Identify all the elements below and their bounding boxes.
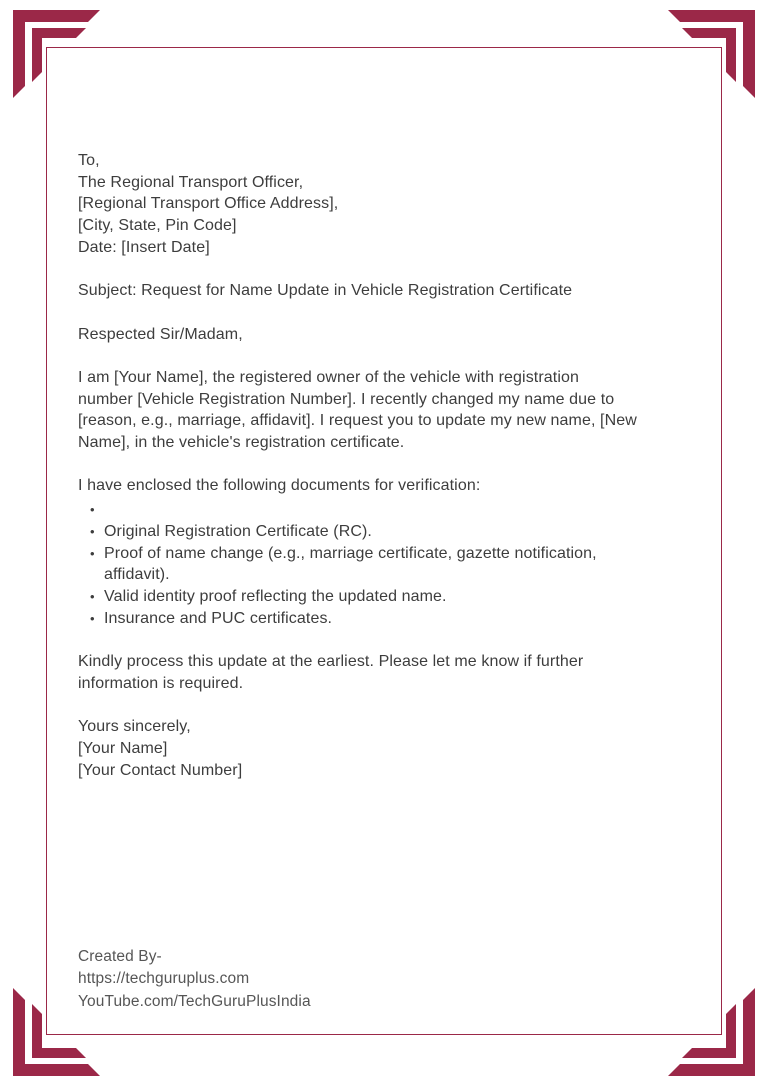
list-item-text: Original Registration Certificate (RC). — [104, 522, 372, 540]
paragraph-line: information is required. — [78, 674, 244, 692]
enclosure-intro-text: I have enclosed the following documents for verification: — [78, 477, 481, 495]
corner-chevron-inner — [682, 28, 736, 82]
corner-ornament-top-right-icon — [658, 0, 768, 110]
signoff-line: Yours sincerely, — [78, 718, 191, 736]
closing-paragraph — [78, 651, 684, 694]
list-item — [90, 521, 684, 543]
paragraph-line: [reason, e.g., marriage, affidavit]. I request you to update my new name, [New — [78, 412, 637, 430]
corner-chevron-inner — [682, 1004, 736, 1058]
footer-website-url: https://techguruplus.com — [78, 970, 250, 988]
list-item-text: Insurance and PUC certificates. — [104, 609, 333, 627]
corner-chevron-outer — [668, 10, 755, 98]
list-item-text — [104, 499, 684, 521]
list-item — [90, 499, 684, 521]
date-line: Date: [Insert Date] — [78, 238, 210, 256]
list-item-text: affidavit). — [104, 566, 170, 584]
signoff-line: [Your Name] — [78, 739, 168, 757]
corner-ornament-top-left-icon — [0, 0, 110, 110]
enclosure-intro — [78, 475, 684, 497]
enclosure-list — [78, 499, 684, 629]
signoff-line: [Your Contact Number] — [78, 761, 243, 779]
footer-created-by: Created By- — [78, 948, 162, 965]
bullet-icon: • — [90, 610, 95, 626]
list-item — [90, 608, 684, 630]
paragraph-line: Name], in the vehicle's registration certificate. — [78, 434, 405, 452]
bullet-icon: • — [90, 523, 95, 539]
list-item — [90, 543, 684, 586]
recipient-line: [Regional Transport Office Address], — [78, 195, 339, 213]
recipient-line: To, — [78, 152, 100, 169]
footer-youtube-url: YouTube.com/TechGuruPlusIndia — [78, 992, 311, 1010]
bullet-icon: • — [90, 545, 95, 561]
subject-text: Subject: Request for Name Update in Vehicle Registration Certificate — [78, 282, 573, 300]
recipient-address-block — [78, 150, 684, 259]
recipient-line: [City, State, Pin Code] — [78, 217, 237, 235]
corner-ornament-bottom-right-icon — [658, 976, 768, 1086]
letter-body — [78, 150, 684, 803]
recipient-line: The Regional Transport Officer, — [78, 173, 304, 191]
bullet-icon: • — [90, 589, 95, 604]
salutation — [78, 324, 684, 346]
paragraph-line: I am [Your Name], the registered owner of the vehicle with registration — [78, 368, 579, 386]
paragraph-line: number [Vehicle Registration Number]. I recently changed my name due to — [78, 390, 615, 408]
list-item — [90, 586, 684, 608]
list-item-text: Proof of name change (e.g., marriage certificate, gazette notification, — [104, 544, 597, 562]
corner-chevron-outer — [13, 10, 100, 98]
paragraph-line: Kindly process this update at the earliest. Please let me know if further — [78, 653, 584, 671]
bullet-icon: • — [90, 502, 95, 518]
list-item-text: Valid identity proof reflecting the updated name. — [104, 588, 447, 605]
salutation-text: Respected Sir/Madam, — [78, 325, 243, 343]
corner-chevron-outer — [668, 988, 755, 1076]
subject-line — [78, 280, 684, 302]
corner-chevron-inner — [32, 28, 86, 82]
signature-block — [78, 716, 684, 781]
footer-credits — [78, 946, 311, 1013]
body-paragraph — [78, 367, 684, 454]
